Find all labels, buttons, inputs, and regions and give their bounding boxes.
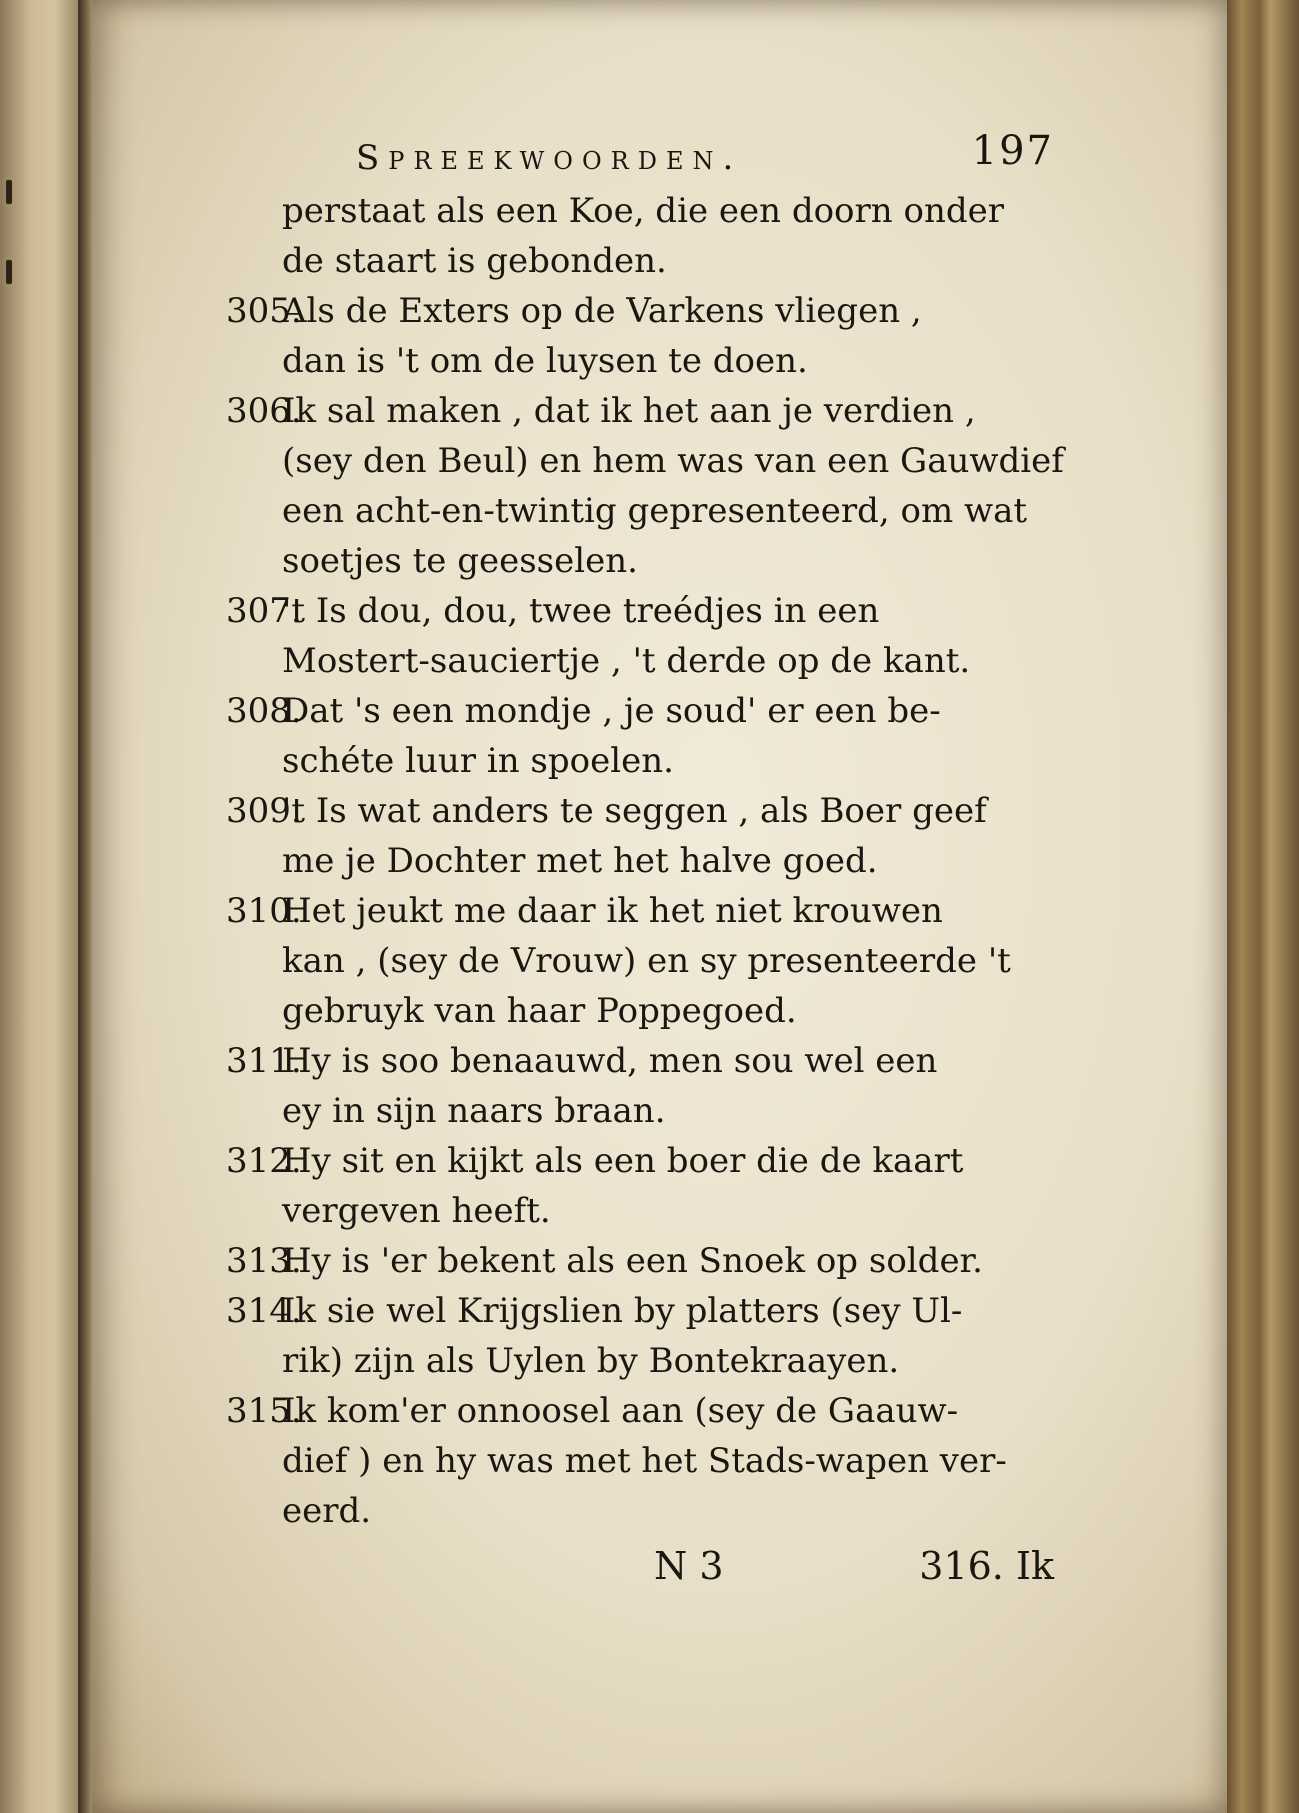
catchword: 316. Ik (919, 1544, 1054, 1588)
proverb-list (134, 286, 1064, 1536)
text-line: de staart is gebonden. (282, 241, 667, 281)
continuation-text (134, 186, 1054, 286)
proverb-number: 306. (226, 391, 302, 431)
proverb-number: 315. (226, 1391, 302, 1431)
left-page-mark (6, 260, 12, 284)
proverb-entry (134, 286, 1054, 386)
page-number: 197 (971, 128, 1054, 174)
text-line: Ik sal maken , dat ik het aan je verdien , (282, 391, 976, 431)
text-line: dief ) en hy was met het Stads-wapen ver- (282, 1441, 1007, 1481)
text-line: 't Is wat anders te seggen , als Boer geef (282, 791, 987, 831)
text-line: Ik kom'er onnoosel aan (sey de Gaauw- (282, 1391, 959, 1431)
proverb-entry (134, 586, 1054, 686)
proverb-number: 307. (226, 591, 302, 631)
text-line: gebruyk van haar Poppegoed. (282, 991, 797, 1031)
signature-mark: N 3 (654, 1544, 724, 1588)
page-footer (134, 1544, 1054, 1604)
text-line: Hy is soo benaauwd, men sou wel een (282, 1041, 938, 1081)
text-line: Als de Exters op de Varkens vliegen , (282, 291, 922, 331)
left-page-edge (0, 0, 78, 1813)
proverb-entry (134, 1136, 1054, 1236)
text-line: Hy sit en kijkt als een boer die de kaart (282, 1141, 964, 1181)
proverb-entry (134, 1236, 1054, 1286)
text-line: (sey den Beul) en hem was van een Gauwdief (282, 441, 1064, 481)
text-line: Hy is 'er bekent als een Snoek op solder. (282, 1241, 983, 1281)
proverb-entry (134, 686, 1054, 786)
proverb-number: 308. (226, 691, 302, 731)
book-edge-right (1227, 0, 1299, 1813)
text-line: Ik sie wel Krijgslien by platters (sey Ul- (282, 1291, 963, 1331)
proverb-number: 305. (226, 291, 302, 331)
text-line: 't Is dou, dou, twee treédjes in een (282, 591, 880, 631)
text-line: Het jeukt me daar ik het niet krouwen (282, 891, 943, 931)
text-line: perstaat als een Koe, die een doorn onder (282, 191, 1004, 231)
header-title: Spreekwoorden. (356, 138, 743, 178)
text-line: kan , (sey de Vrouw) en sy presenteerde 't (282, 941, 1011, 981)
running-header (134, 128, 1054, 186)
text-line: Dat 's een mondje , je soud' er een be- (282, 691, 941, 731)
text-line: me je Dochter met het halve goed. (282, 841, 878, 881)
text-line: dan is 't om de luysen te doen. (282, 341, 808, 381)
proverb-entry (134, 386, 1064, 586)
text-line: vergeven heeft. (282, 1191, 551, 1231)
proverb-number: 311. (226, 1041, 302, 1081)
text-line: schéte luur in spoelen. (282, 741, 674, 781)
proverb-entry (134, 786, 1054, 886)
text-line: Mostert-sauciertje , 't derde op de kant. (282, 641, 971, 681)
text-line: een acht-en-twintig gepresenteerd, om wat (282, 491, 1028, 531)
text-line: soetjes te geesselen. (282, 541, 638, 581)
page-text (134, 128, 1064, 1604)
proverb-entry (134, 1286, 1054, 1386)
text-line: ey in sijn naars braan. (282, 1091, 666, 1131)
proverb-number: 313. (226, 1241, 302, 1281)
proverb-number: 309. (226, 791, 302, 831)
proverb-entry (134, 1036, 1054, 1136)
proverb-number: 312. (226, 1141, 302, 1181)
text-line: eerd. (282, 1491, 372, 1531)
proverb-number: 310. (226, 891, 302, 931)
text-line: rik) zijn als Uylen by Bontekraayen. (282, 1341, 900, 1381)
proverb-entry (134, 886, 1054, 1036)
proverb-number: 314. (226, 1291, 302, 1331)
left-page-mark (6, 180, 12, 204)
proverb-entry (134, 1386, 1054, 1536)
